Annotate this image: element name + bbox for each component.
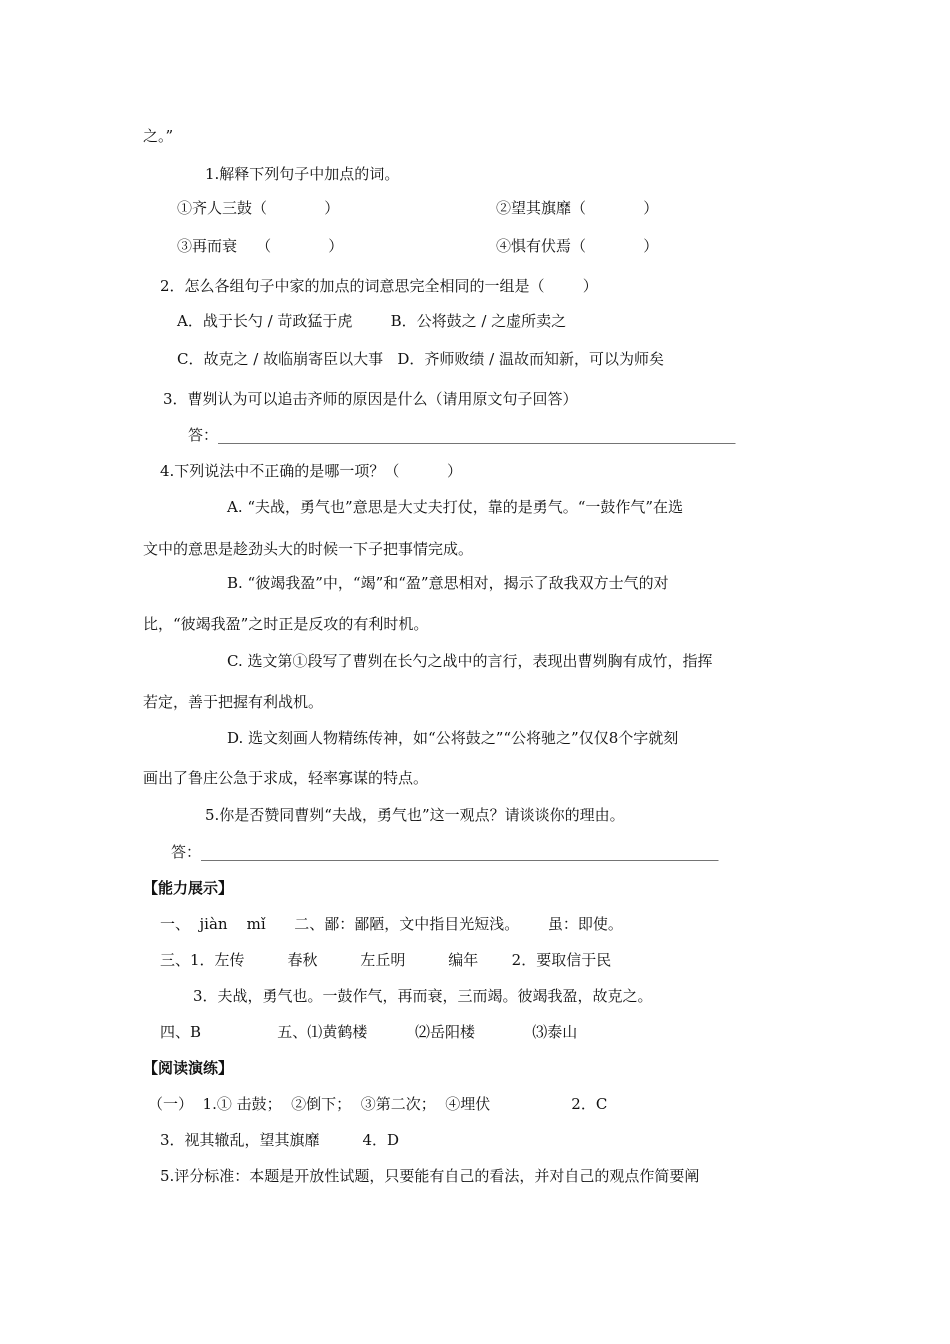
question-1-item-3: ③再而衰 （ ） — [177, 237, 344, 255]
question-3: 3．曹刿认为可以追击齐师的原因是什么（请用原文句子回答） — [163, 390, 578, 408]
section-heading-ability: 【能力展示】 — [143, 879, 234, 897]
reading-answer-3-4: 3．视其辙乱，望其旗靡 4．D — [160, 1131, 400, 1149]
question-4-option-d: D. 选文刻画人物精练传神，如“公将鼓之”“公将驰之”仅仅8个字就刻 — [227, 729, 679, 747]
question-4-option-b: B. “彼竭我盈”中，“竭”和“盈”意思相对，揭示了敌我双方士气的对 — [227, 574, 669, 592]
reading-answer-5: 5.评分标准：本题是开放性试题，只要能有自己的看法，并对自己的观点作简要阐 — [160, 1167, 700, 1185]
question-2-options-ab: A．战于长勺 / 苛政猛于虎 B．公将鼓之 / 之虚所卖之 — [177, 312, 567, 330]
question-4-option-b-cont: 比，“彼竭我盈”之时正是反攻的有利时机。 — [143, 615, 429, 633]
answer-line-3: 答：_____________________________________________________________________ — [188, 426, 736, 444]
answer-4-5: 四、B 五、⑴黄鹤楼 ⑵岳阳楼 ⑶泰山 — [160, 1023, 578, 1041]
question-1: 1.解释下列句子中加点的词。 — [205, 165, 400, 183]
question-4: 4.下列说法中不正确的是哪一项？（ ） — [160, 462, 462, 480]
question-4-option-a: A. “夫战，勇气也”意思是大丈夫打仗，靠的是勇气。“一鼓作气”在选 — [227, 498, 684, 516]
answer-3: 三、1．左传 春秋 左丘明 编年 2．要取信于民 — [160, 951, 612, 969]
question-4-option-a-cont: 文中的意思是趁劲头大的时候一下子把事情完成。 — [143, 540, 474, 558]
section-heading-reading: 【阅读演练】 — [143, 1059, 234, 1077]
answer-3-cont: 3．夫战，勇气也。一鼓作气，再而衰，三而竭。彼竭我盈，故克之。 — [193, 987, 653, 1005]
question-2: 2．怎么各组句子中家的加点的词意思完全相同的一组是（ ） — [160, 277, 598, 295]
reading-answer-1: （一） 1.① 击鼓； ②倒下； ③第二次； ④埋伏 2．C — [148, 1095, 608, 1113]
question-5: 5.你是否赞同曹刿“夫战，勇气也”这一观点？请谈谈你的理由。 — [205, 806, 625, 824]
answer-line-5: 答：_____________________________________________________________________ — [171, 843, 719, 861]
question-1-item-2: ②望其旗靡（ ） — [496, 199, 659, 217]
question-4-option-c-cont: 若定，善于把握有利战机。 — [143, 693, 324, 711]
question-1-item-4: ④惧有伏焉（ ） — [496, 237, 659, 255]
question-1-item-1: ①齐人三鼓（ ） — [177, 199, 340, 217]
text-line: 之。” — [143, 127, 174, 145]
question-4-option-c: C. 选文第①段写了曹刿在长勺之战中的言行，表现出曹刿胸有成竹，指挥 — [227, 652, 713, 670]
answer-1-2: 一、 jiàn mǐ 二、鄙：鄙陋，文中指目光短浅。 虽：即使。 — [160, 915, 623, 933]
question-4-option-d-cont: 画出了鲁庄公急于求成，轻率寡谋的特点。 — [143, 769, 429, 787]
question-2-options-cd: C．故克之 / 故临崩寄臣以大事 D．齐师败绩 / 温故而知新，可以为师矣 — [177, 350, 664, 368]
